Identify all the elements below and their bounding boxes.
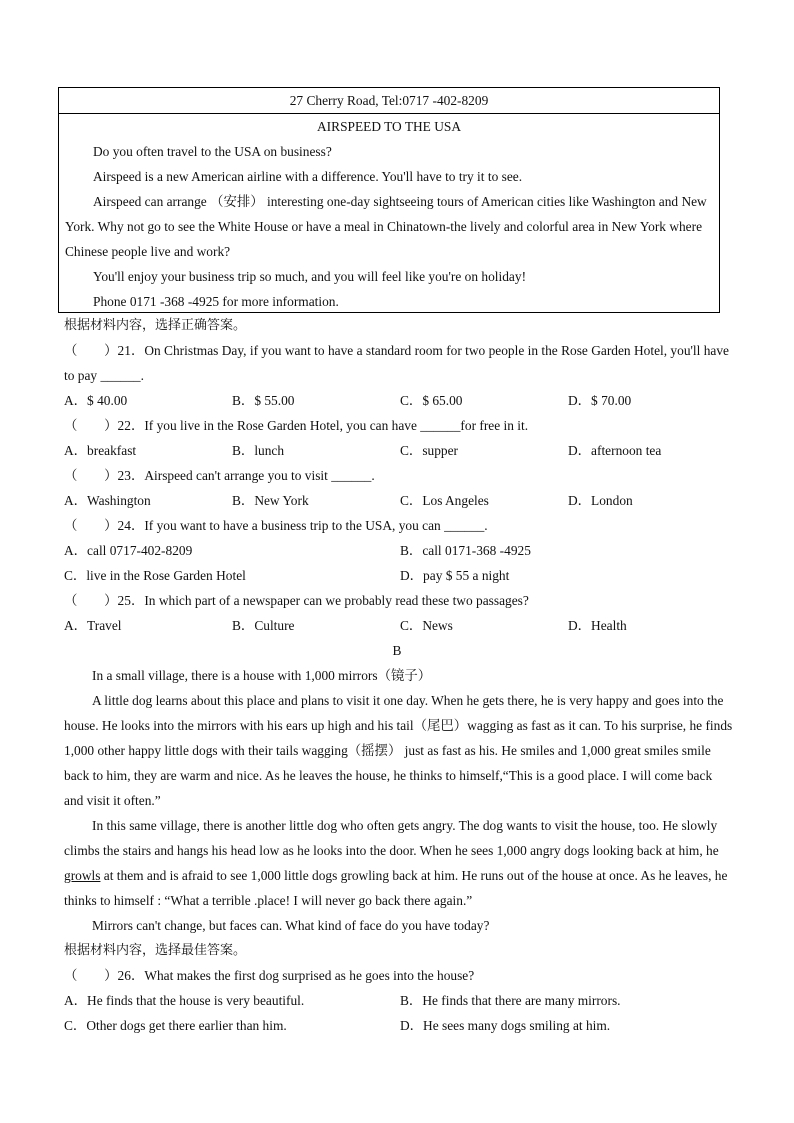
q26-options-row1: [64, 988, 734, 1013]
question-23: （ ）23．Airspeed can't arrange you to visit ______.: [64, 468, 375, 483]
q25-option-c[interactable]: C．News: [400, 618, 453, 633]
q26-option-a[interactable]: A．He finds that the house is very beautiful.: [64, 993, 305, 1008]
ad-paragraph: You'll enjoy your business trip so much, and you will feel like you're on holiday!: [93, 269, 527, 284]
question-24: （ ）24．If you want to have a business trip to the USA, you can ______.: [64, 518, 488, 533]
q22-options: [64, 438, 734, 463]
q23-option-c[interactable]: C．Los Angeles: [400, 493, 489, 508]
q26-options-row2: [64, 1013, 734, 1038]
q22-option-d[interactable]: D．afternoon tea: [568, 443, 662, 458]
ad-contact-line: 27 Cherry Road, Tel:0717 -402-8209: [59, 88, 719, 114]
ad-paragraph: Do you often travel to the USA on business?: [93, 144, 332, 159]
ad-title: AIRSPEED TO THE USA: [317, 119, 461, 134]
q21-option-b[interactable]: B．$ 55.00: [232, 393, 295, 408]
q24-option-d[interactable]: D．pay $ 55 a night: [400, 568, 510, 583]
ad-paragraph: Phone 0171 -368 -4925 for more information.: [93, 294, 339, 309]
ad-paragraph: Airspeed is a new American airline with a difference. You'll have to try it to see.: [93, 169, 523, 184]
passage-b-paragraph-1: In a small village, there is a house with 1,000 mirrors（镜子）: [92, 668, 432, 683]
q25-option-d[interactable]: D．Health: [568, 618, 627, 633]
q21-options: [64, 388, 734, 413]
passage-b-paragraph-3: [64, 813, 734, 913]
q22-option-a[interactable]: A．breakfast: [64, 443, 137, 458]
q26-option-b[interactable]: B．He finds that there are many mirrors.: [400, 993, 621, 1008]
p3-text-before: In this same village, there is another little dog who often gets angry. The dog wants to visit the house, too. He slowly climbs the stairs and hangs his head low as he looks into the door. When he sees 1,000 angry dogs looking back at him, he: [64, 818, 719, 858]
q26-option-d[interactable]: D．He sees many dogs smiling at him.: [400, 1018, 611, 1033]
q21-option-a[interactable]: A．$ 40.00: [64, 393, 128, 408]
ad-paragraph: Airspeed can arrange （安排） interesting one-day sightseeing tours of American cities like Washington and New York. Why not go to see the White House or have a meal in Chinatown-the lively and colorful area in New York where Chinese people live and work?: [65, 194, 707, 259]
q21-option-d[interactable]: D．$ 70.00: [568, 393, 632, 408]
q23-option-b[interactable]: B．New York: [232, 493, 309, 508]
section-b-instruction: 根据材料内容，选择最佳答案。: [64, 943, 247, 958]
ad-body: [59, 114, 719, 314]
passage-b-paragraph-2: A little dog learns about this place and plans to visit it one day. When he gets there, he is very happy and goes into the house. He looks into the mirrors with his ears up high and his tail（尾巴）wagging as fast as it can. To his surprise, he finds 1,000 other happy little dogs with their tails wagging（摇摆） just as fast as his. He smiles and 1,000 great smiles smile back to him, they are warm and nice. As he leaves the house, he thinks to himself,“This is a good place. I will come back and visit it often.”: [64, 693, 733, 808]
q25-options: [64, 613, 734, 638]
advertisement-box: [58, 87, 720, 313]
q23-options: [64, 488, 734, 513]
q21-option-c[interactable]: C．$ 65.00: [400, 393, 463, 408]
section1-instruction: 根据材料内容，选择正确答案。: [64, 318, 247, 333]
q24-options-row1: [64, 538, 734, 563]
passage-b-paragraph-4: Mirrors can't change, but faces can. What kind of face do you have today?: [92, 918, 490, 933]
q22-option-b[interactable]: B．lunch: [232, 443, 285, 458]
section-b-heading: B: [392, 643, 402, 658]
question-26: （ ）26．What makes the first dog surprised as he goes into the house?: [64, 968, 475, 983]
q22-option-c[interactable]: C．supper: [400, 443, 459, 458]
question-22: （ ）22．If you live in the Rose Garden Hotel, you can have ______for free in it.: [64, 418, 529, 433]
q25-option-b[interactable]: B．Culture: [232, 618, 295, 633]
q25-option-a[interactable]: A．Travel: [64, 618, 122, 633]
q24-option-a[interactable]: A．call 0717-402-8209: [64, 543, 193, 558]
p3-text-after: at them and is afraid to see 1,000 little dogs growling back at him. He runs out of the house at once. As he leaves, he thinks to himself : “What a terrible .place! I will never go back there again.”: [64, 868, 728, 908]
q24-options-row2: [64, 563, 734, 588]
q23-option-d[interactable]: D．London: [568, 493, 633, 508]
underlined-word: growls: [64, 868, 101, 883]
question-25: （ ）25．In which part of a newspaper can we probably read these two passages?: [64, 593, 529, 608]
q26-option-c[interactable]: C．Other dogs get there earlier than him.: [64, 1018, 287, 1033]
q24-option-b[interactable]: B．call 0171-368 -4925: [400, 543, 531, 558]
question-21: （ ）21．On Christmas Day, if you want to have a standard room for two people in the Rose Garden Hotel, you'll have to pay ______.: [64, 343, 729, 383]
q24-option-c[interactable]: C．live in the Rose Garden Hotel: [64, 568, 246, 583]
q23-option-a[interactable]: A．Washington: [64, 493, 151, 508]
